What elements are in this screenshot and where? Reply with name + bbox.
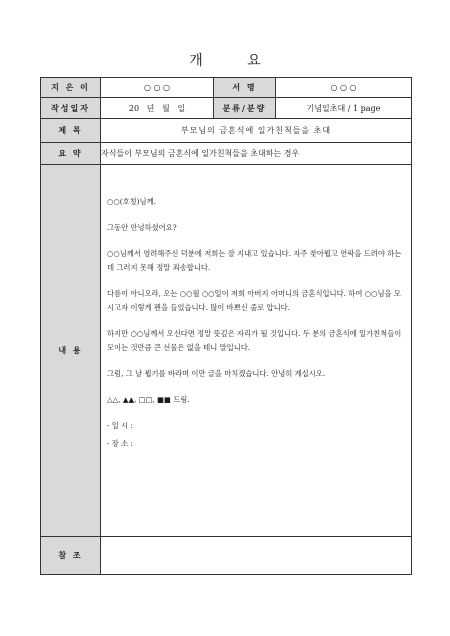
author-value: ○ ○ ○	[101, 78, 214, 98]
paragraph-apology: ○○님께서 염려해주신 덕분에 저희는 잘 지내고 있습니다. 자주 찾아뵙고 연락을 드려야 하는데 그러지 못해 정말 죄송합니다.	[107, 249, 402, 272]
subject-value: 부모님의 금혼식에 일가친척들을 초대	[101, 119, 412, 143]
author-label: 지 은 이	[41, 78, 101, 98]
summary-row	[41, 143, 412, 165]
paragraph-greeting: 그동안 안녕하셨어요?	[107, 223, 177, 232]
reference-row	[41, 537, 412, 575]
content-label: 내 용	[41, 165, 101, 537]
category-value: 기념일초대 / 1 page	[276, 98, 412, 119]
reference-value	[101, 537, 412, 575]
paragraph-closing: 그럼, 그 날 뵙기를 바라며 이만 글을 마치겠습니다. 안녕히 계십시오.	[107, 369, 326, 378]
content-body	[101, 165, 412, 537]
paragraph-request: 하지만 ○○님께서 오신다면 정말 뜻깊은 자리가 될 것입니다. 두 분의 금혼식에 일가친척들이 모이는 것만큼 큰 선물은 없을 테니 말입니다.	[107, 329, 402, 352]
paragraph-salutation: ○○(호칭)님께.	[107, 197, 156, 206]
document-form	[40, 77, 412, 575]
subject-label: 제 목	[41, 119, 101, 143]
paragraph-place-field: - 장 소 :	[107, 439, 133, 448]
signer-value: ○ ○ ○	[276, 78, 412, 98]
summary-value: 자식들이 부모님의 금혼식에 일가친척들을 초대하는 경우	[101, 143, 412, 165]
author-row	[41, 78, 412, 98]
summary-label: 요 약	[41, 143, 101, 165]
paragraph-date-field: - 일 시 :	[107, 421, 133, 430]
paragraph-signature: △△, ▲▲, □□, ■■ 드림.	[107, 395, 190, 404]
content-row	[41, 165, 412, 537]
signer-label: 서 명	[214, 78, 276, 98]
date-row	[41, 98, 412, 119]
paragraph-invitation: 다름이 아니오라, 오는 ○○월 ○○일이 저희 아버지 어머니의 금혼식입니다. 하여 ○○님을 모시고자 이렇게 펜을 들었습니다. 많이 바쁘신 줄로 압니다.	[107, 289, 401, 312]
date-value: 20 년 월 일	[101, 98, 214, 119]
page-title: 개 요	[189, 53, 281, 69]
category-label: 분류/분량	[214, 98, 276, 119]
subject-row	[41, 119, 412, 143]
reference-label: 참 조	[41, 537, 101, 575]
date-label: 작성일자	[41, 98, 101, 119]
